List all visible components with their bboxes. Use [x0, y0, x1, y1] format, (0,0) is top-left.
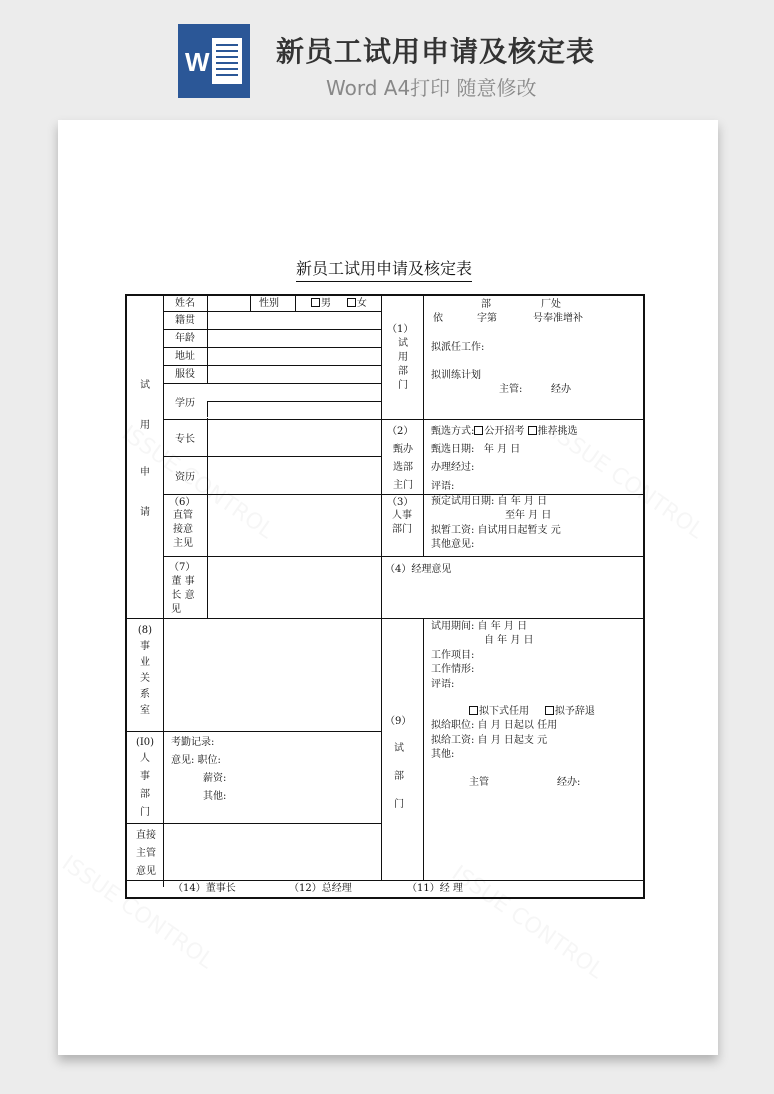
address-label: 地址 — [175, 351, 195, 362]
gender-label: 性别 — [259, 298, 279, 309]
sec1-job: 拟派任工作: — [431, 342, 485, 353]
sec6-label: 直管 接意 主见 — [173, 510, 193, 549]
sec1-training: 拟训练计划 — [431, 370, 481, 381]
sec9-supervisor: 主管 — [469, 777, 489, 788]
word-logo-icon — [178, 24, 250, 98]
female-checkbox[interactable] — [347, 298, 356, 307]
sec9-position: 拟给职位: 自 月 日起以 任用 — [431, 720, 558, 731]
sec10-salary: 薪资: — [203, 773, 227, 784]
male-checkbox[interactable] — [311, 298, 320, 307]
age-label: 年龄 — [175, 333, 195, 344]
application-form-table — [125, 294, 645, 899]
sec2-number: （2） — [387, 426, 414, 437]
sec9-other: 其他: — [431, 749, 455, 760]
sec10-label: (I0) 人 事 部 门 — [135, 737, 155, 818]
sec3-number: （3） — [387, 497, 414, 508]
page-title: 新员工试用申请及核定表 — [276, 35, 596, 68]
sec7-number: （7） — [169, 562, 196, 573]
sec10-attendance: 考勤记录: — [171, 737, 215, 748]
sec2-process: 办理经过: — [431, 462, 475, 473]
sec2-comment: 评语: — [431, 481, 455, 492]
sec9-period-to: 自 年 月 日 — [484, 635, 534, 646]
sec3-trial-to: 至年 月 日 — [505, 510, 552, 521]
sec1-number: （1） — [387, 324, 414, 335]
sec3-trial-date: 预定试用日期: 自 年 月 日 — [431, 496, 548, 507]
specialty-label: 专长 — [175, 434, 195, 445]
sec4-manager-opinion: （4）经理意见 — [385, 564, 452, 575]
sec9-label: 试 部 门 — [394, 743, 404, 810]
direct-supervisor-label: 直接 主管 意见 — [136, 830, 156, 877]
sec3-other: 其他意见: — [431, 539, 475, 550]
sec1-label: 试 用 部 门 — [398, 338, 408, 391]
sec10-other: 其他: — [203, 791, 227, 802]
dismiss-checkbox[interactable] — [545, 706, 554, 715]
svg-text:W: W — [185, 47, 210, 77]
formal-hire-checkbox[interactable] — [469, 706, 478, 715]
sec1-per: 依 — [433, 313, 443, 324]
footer-manager: （11）经 理 — [407, 883, 463, 894]
page-subtitle: Word A4打印 随意修改 — [326, 76, 537, 100]
sec10-opinion: 意见: 职位: — [171, 755, 221, 766]
sec2-date: 甄选日期: 年 月 日 — [431, 444, 521, 455]
recommend-checkbox[interactable] — [528, 426, 537, 435]
sec1-doc-no: 字第 — [477, 313, 497, 324]
gender-options: 男 女 — [311, 298, 367, 310]
sec3-label: 人事 部门 — [392, 510, 412, 535]
left-column-label: 试 用 申 请 — [140, 380, 150, 518]
origin-label: 籍贯 — [175, 315, 195, 326]
sec1-handler: 经办 — [551, 384, 571, 395]
sec1-approval: 号奉准增补 — [533, 313, 583, 324]
sec1-factory: 厂处 — [541, 299, 561, 310]
sec2-method: 甄选方式: 公开招考 推荐挑选 — [431, 426, 578, 437]
sec1-dept: 部 — [481, 299, 491, 310]
sec7-label: 董 事 长 意 见 — [171, 576, 195, 615]
education-label: 学历 — [175, 398, 195, 409]
sec3-salary: 拟暂工资: 自试用日起暂支 元 — [431, 525, 561, 536]
footer-general-manager: （12）总经理 — [289, 883, 352, 894]
sec9-decision: 拟下式任用 拟予辞退 — [469, 706, 595, 718]
sec6-number: （6） — [169, 497, 196, 508]
page-header — [0, 0, 774, 118]
qualification-label: 资历 — [175, 472, 195, 483]
sec9-number: （9） — [385, 716, 412, 727]
document-title: 新员工试用申请及核定表 — [296, 256, 472, 279]
sec1-supervisor: 主管: — [499, 384, 523, 395]
sec9-comment: 评语: — [431, 679, 455, 690]
sec9-project: 工作项目: — [431, 650, 475, 661]
sec8-label: (8) 事 业 关 系 室 — [137, 625, 153, 716]
footer-chairman: （14）董事长 — [173, 883, 236, 894]
sec9-salary: 拟给工资: 自 月 日起支 元 — [431, 735, 548, 746]
sec9-situation: 工作情形: — [431, 664, 475, 675]
sec2-label: 甄办 选部 主门 — [393, 444, 413, 491]
service-label: 服役 — [175, 369, 195, 380]
sec9-handler: 经办: — [557, 777, 581, 788]
name-label: 姓名 — [175, 298, 195, 309]
open-exam-checkbox[interactable] — [474, 426, 483, 435]
sec9-period: 试用期间: 自 年 月 日 — [431, 621, 528, 632]
